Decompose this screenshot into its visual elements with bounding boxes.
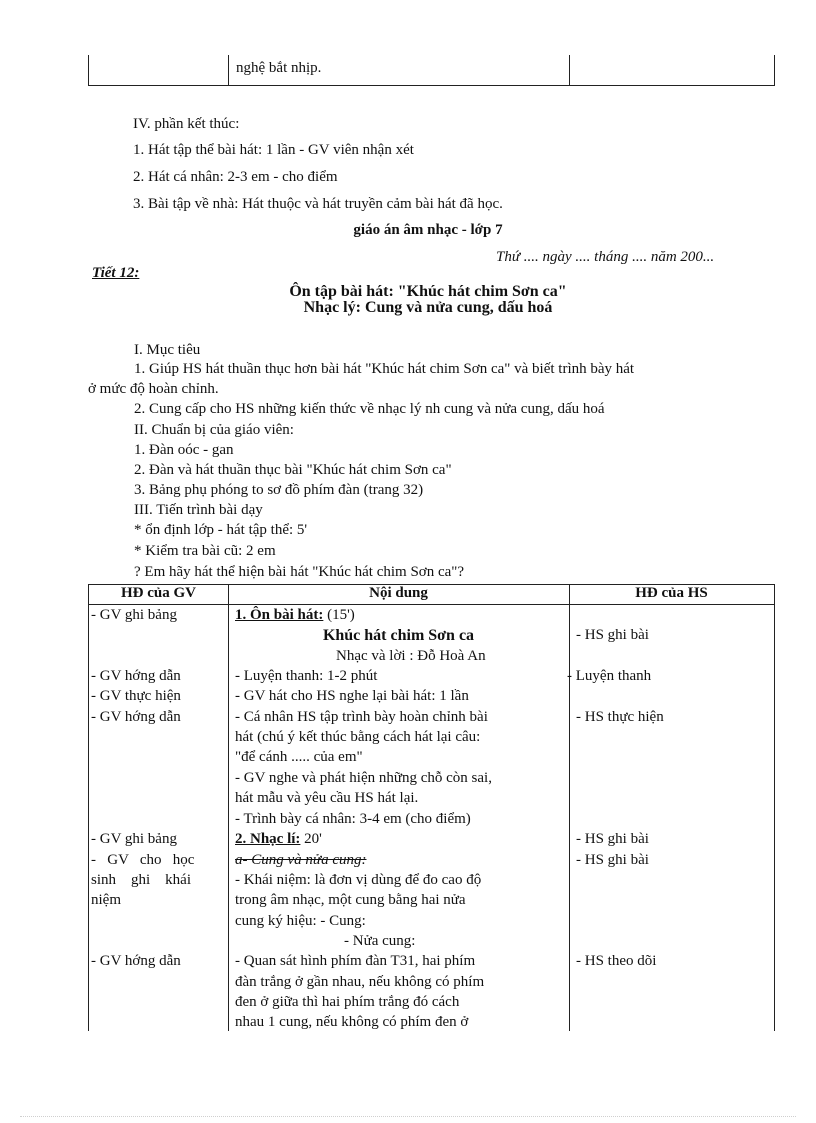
top-table-border-col1 — [228, 55, 229, 85]
table-header-hs: HĐ của HS — [635, 585, 708, 601]
body-line-8: 3. Bảng phụ phóng to sơ đồ phím đàn (trang 32) — [134, 482, 424, 498]
gv-cell: - GV thực hiện — [91, 688, 181, 704]
hs-cell: - HS ghi bài — [576, 831, 649, 847]
content-line: hát (chú ý kết thúc bằng cách hát lại câu: — [235, 729, 481, 745]
section-1-time: (15') — [323, 607, 355, 623]
content-line: nhau 1 cung, nếu không có phím đen ở — [235, 1014, 469, 1030]
gv-cell: - GV hớng dẫn — [91, 953, 181, 969]
top-table-border-bottom — [88, 85, 775, 86]
content-line: cung ký hiệu: - Cung: — [235, 913, 366, 929]
content-line: - GV nghe và phát hiện những chỗ còn sai, — [235, 770, 492, 786]
body-line-7: 2. Đàn và hát thuần thục bài "Khúc hát chim Sơn ca" — [134, 462, 452, 478]
date-line: Thứ .... ngày .... tháng .... năm 200... — [496, 249, 715, 265]
table-header-gv: HĐ của GV — [121, 585, 196, 601]
period-label: Tiết 12: — [92, 265, 140, 281]
content-line: - Khái niệm: là đơn vị dùng để đo cao độ — [235, 872, 482, 888]
ending-heading: IV. phần kết thúc: — [133, 116, 240, 132]
section-1-title: 1. Ôn bài hát: — [235, 607, 324, 623]
hs-cell: - HS thực hiện — [576, 709, 664, 725]
ending-item-1: 1. Hát tập thể bài hát: 1 lần - GV viên nhận xét — [133, 142, 414, 158]
gv-cell: - GV ghi bảng — [91, 831, 177, 847]
table-border-col2 — [569, 584, 570, 1031]
ending-item-2: 2. Hát cá nhân: 2-3 em - cho điểm — [133, 169, 338, 185]
section-2-heading — [235, 831, 322, 848]
content-line: hát mẫu và yêu cầu HS hát lại. — [235, 790, 419, 806]
lesson-title-1: Ôn tập bài hát: "Khúc hát chim Sơn ca" — [289, 283, 567, 300]
body-line-5: II. Chuẩn bị của giáo viên: — [134, 422, 294, 438]
table-border-right — [774, 584, 775, 1031]
content-line: "để cánh ..... của em" — [235, 749, 363, 765]
gv-cell: - GV hớng dẫn — [91, 709, 181, 725]
body-line-3: ở mức độ hoàn chỉnh. — [88, 381, 219, 397]
body-line-12: ? Em hãy hát thể hiện bài hát "Khúc hát chim Sơn ca"? — [134, 564, 465, 580]
gv-cell: niệm — [91, 892, 121, 908]
gv-cell: - GV ghi bảng — [91, 607, 177, 623]
section-1-heading — [235, 607, 355, 624]
body-line-6: 1. Đàn oóc - gan — [134, 442, 234, 458]
gv-cell: sinh ghi khái — [91, 872, 191, 888]
section-2-title: 2. Nhạc lí: — [235, 831, 301, 847]
hs-cell: - HS ghi bài — [576, 852, 649, 868]
top-table-border-left — [88, 55, 89, 85]
content-line: đen ở giữa thì hai phím trắng đó cách — [235, 994, 460, 1010]
subsection-a: a- Cung và nửa cung: — [235, 852, 367, 868]
gv-cell: - GV cho học — [91, 852, 195, 868]
ending-item-3: 3. Bài tập về nhà: Hát thuộc và hát truyền cảm bài hát đã học. — [133, 196, 503, 212]
content-line: đàn trắng ở gần nhau, nếu không có phím — [235, 974, 485, 990]
body-line-2: 1. Giúp HS hát thuần thục hơn bài hát "Khúc hát chim Sơn ca" và biết trình bày hát — [134, 361, 635, 377]
lesson-title-2: Nhạc lý: Cung và nửa cung, dấu hoá — [303, 299, 553, 316]
top-table-cell: nghệ bắt nhịp. — [236, 60, 322, 76]
hs-cell: - HS ghi bài — [576, 627, 649, 643]
plan-title: giáo án âm nhạc - lớp 7 — [353, 222, 503, 238]
content-line: - Nửa cung: — [344, 933, 416, 949]
top-table-border-col2 — [569, 55, 570, 85]
body-line-4: 2. Cung cấp cho HS những kiến thức về nhạc lý nh cung và nửa cung, dấu hoá — [134, 401, 605, 417]
body-line-1: I. Mục tiêu — [134, 342, 201, 358]
page-footer-dotted-line — [20, 1116, 796, 1117]
section-2-time: 20' — [300, 831, 322, 847]
table-header-content: Nội dung — [369, 585, 428, 601]
content-line: - Cá nhân HS tập trình bày hoàn chỉnh bài — [235, 709, 488, 725]
song-title: Khúc hát chim Sơn ca — [322, 627, 475, 644]
content-line: - Luyện thanh: 1-2 phút — [235, 668, 378, 684]
content-line: - Quan sát hình phím đàn T31, hai phím — [235, 953, 476, 969]
content-line: - GV hát cho HS nghe lại bài hát: 1 lần — [235, 688, 469, 704]
content-line: trong âm nhạc, một cung bằng hai nửa — [235, 892, 466, 908]
gv-cell: - GV hớng dẫn — [91, 668, 181, 684]
table-border-col1 — [228, 584, 229, 1031]
body-line-11: * Kiểm tra bài cũ: 2 em — [134, 543, 276, 559]
content-line: - Trình bày cá nhân: 3-4 em (cho điểm) — [235, 811, 471, 827]
hs-cell: - HS theo dõi — [576, 953, 657, 969]
body-line-10: * ổn định lớp - hát tập thể: 5' — [134, 522, 308, 538]
table-border-left — [88, 584, 89, 1031]
hs-cell: - Luyện thanh — [567, 668, 652, 684]
song-author: Nhạc và lời : Đỗ Hoà An — [336, 648, 486, 664]
table-header-divider — [88, 604, 775, 605]
top-table-border-right — [774, 55, 775, 85]
body-line-9: III. Tiến trình bài dạy — [134, 502, 263, 518]
